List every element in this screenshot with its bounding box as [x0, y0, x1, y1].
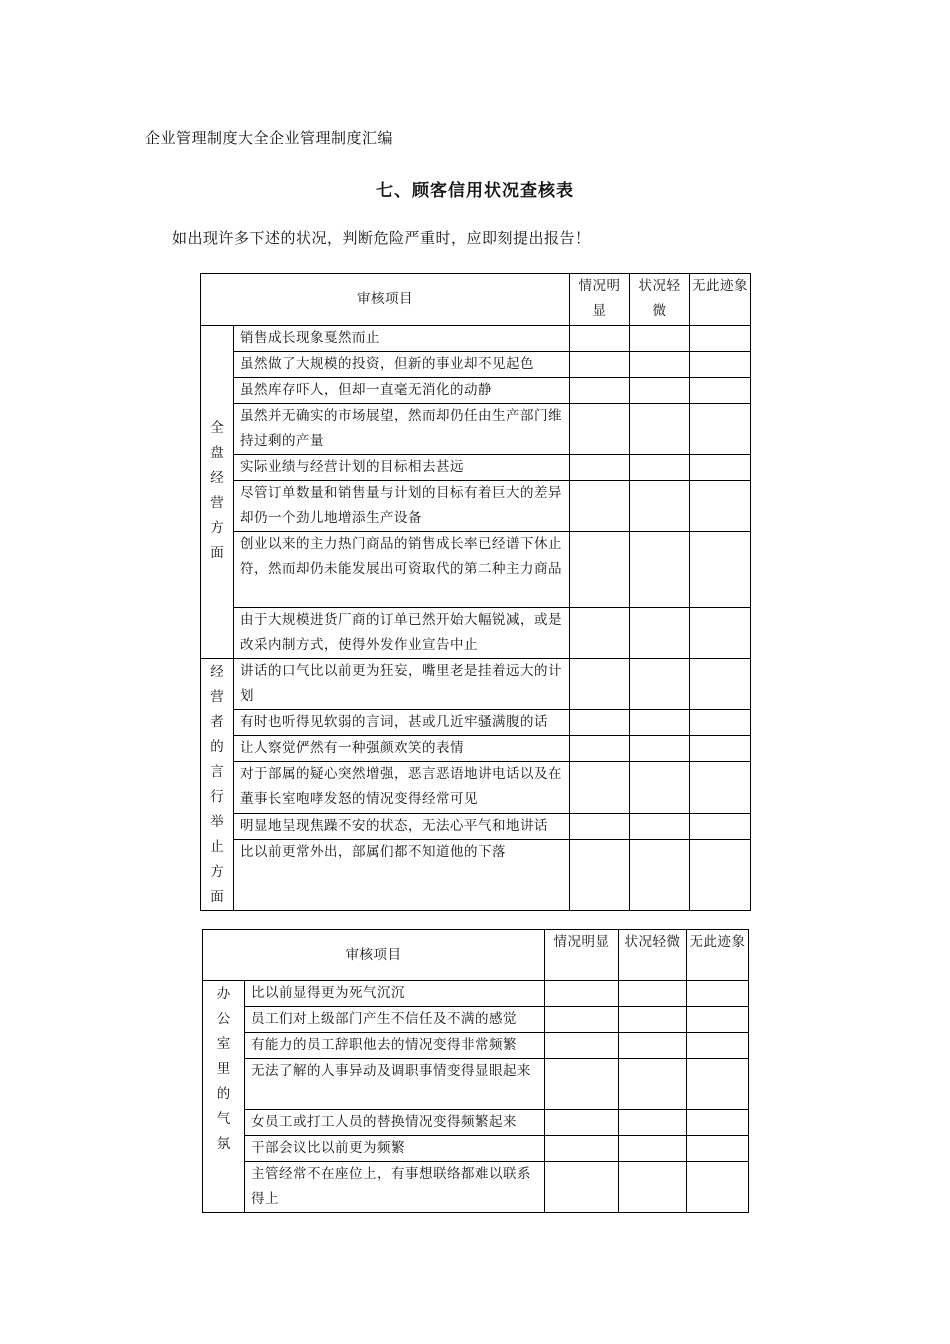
mark-no-sign-cell[interactable]	[690, 813, 751, 839]
mark-no-sign-cell[interactable]	[687, 1136, 749, 1162]
mark-slight-cell[interactable]	[630, 326, 690, 352]
mark-obvious-cell[interactable]	[570, 839, 630, 910]
mark-slight-cell[interactable]	[630, 762, 690, 813]
mark-no-sign-cell[interactable]	[687, 1033, 749, 1059]
check-item: 实际业绩与经营计划的目标相去甚远	[234, 455, 570, 481]
mark-no-sign-cell[interactable]	[687, 1059, 749, 1110]
mark-slight-cell[interactable]	[619, 1007, 687, 1033]
check-item: 干部会议比以前更为频繁	[245, 1136, 545, 1162]
table-header-row	[201, 274, 751, 326]
check-item: 主管经常不在座位上，有事想联络都难以联系得上	[245, 1162, 545, 1213]
mark-obvious-cell[interactable]	[545, 981, 619, 1007]
table-row	[201, 813, 751, 839]
mark-obvious-cell[interactable]	[545, 1033, 619, 1059]
mark-slight-cell[interactable]	[619, 1033, 687, 1059]
category-cell	[201, 659, 234, 911]
table-row	[201, 659, 751, 710]
check-item: 对于部属的疑心突然增强，恶言恶语地讲电话以及在董事长室咆哮发怒的情况变得经常可见	[234, 762, 570, 813]
mark-obvious-cell[interactable]	[570, 352, 630, 378]
mark-no-sign-cell[interactable]	[690, 710, 751, 736]
category-cell	[203, 981, 245, 1213]
check-item: 比以前更常外出，部属们都不知道他的下落	[234, 839, 570, 910]
mark-no-sign-cell[interactable]	[687, 1007, 749, 1033]
table-row	[201, 608, 751, 659]
table-row	[203, 1033, 749, 1059]
credit-check-table-2	[202, 929, 749, 1213]
table-row	[201, 532, 751, 608]
table-row	[201, 326, 751, 352]
header-audit-item: 审核项目	[203, 930, 545, 981]
mark-slight-cell[interactable]	[630, 352, 690, 378]
check-item: 销售成长现象戛然而止	[234, 326, 570, 352]
mark-slight-cell[interactable]	[630, 378, 690, 404]
mark-slight-cell[interactable]	[630, 404, 690, 455]
mark-no-sign-cell[interactable]	[690, 762, 751, 813]
mark-slight-cell[interactable]	[630, 455, 690, 481]
mark-no-sign-cell[interactable]	[690, 481, 751, 532]
table-row	[203, 1110, 749, 1136]
credit-check-table-1	[200, 273, 751, 911]
check-item: 尽管订单数量和销售量与计划的目标有着巨大的差异却仍一个劲儿地增添生产设备	[234, 481, 570, 532]
mark-obvious-cell[interactable]	[570, 481, 630, 532]
mark-obvious-cell[interactable]	[570, 736, 630, 762]
mark-no-sign-cell[interactable]	[690, 378, 751, 404]
mark-slight-cell[interactable]	[630, 839, 690, 910]
mark-obvious-cell[interactable]	[545, 1162, 619, 1213]
mark-slight-cell[interactable]	[630, 481, 690, 532]
mark-obvious-cell[interactable]	[570, 404, 630, 455]
mark-obvious-cell[interactable]	[545, 1059, 619, 1110]
check-item: 无法了解的人事异动及调职事情变得显眼起来	[245, 1059, 545, 1110]
mark-slight-cell[interactable]	[619, 1110, 687, 1136]
mark-slight-cell[interactable]	[630, 710, 690, 736]
mark-no-sign-cell[interactable]	[690, 455, 751, 481]
category-label: 经营者的言行举止方面	[210, 664, 225, 905]
check-item: 虽然并无确实的市场展望，然而却仍任由生产部门维持过剩的产量	[234, 404, 570, 455]
check-item: 由于大规模进货厂商的订单已然开始大幅锐减，或是改采内制方式，使得外发作业宣告中止	[234, 608, 570, 659]
mark-obvious-cell[interactable]	[570, 455, 630, 481]
table-row	[201, 839, 751, 910]
header-no-sign: 无此迹象	[687, 930, 749, 981]
table-row	[203, 1162, 749, 1213]
check-item: 有能力的员工辞职他去的情况变得非常频繁	[245, 1033, 545, 1059]
mark-no-sign-cell[interactable]	[687, 1110, 749, 1136]
table-row	[201, 762, 751, 813]
table-row	[201, 378, 751, 404]
header-no-sign: 无此迹象	[690, 274, 751, 326]
mark-obvious-cell[interactable]	[570, 326, 630, 352]
header-slight: 状况轻微	[619, 930, 687, 981]
check-item: 让人察觉俨然有一种强颜欢笑的表情	[234, 736, 570, 762]
mark-no-sign-cell[interactable]	[687, 981, 749, 1007]
mark-slight-cell[interactable]	[630, 813, 690, 839]
table-header-row	[203, 930, 749, 981]
mark-obvious-cell[interactable]	[570, 532, 630, 608]
header-slight: 状况轻微	[630, 274, 690, 326]
mark-no-sign-cell[interactable]	[690, 532, 751, 608]
check-item: 员工们对上级部门产生不信任及不满的感觉	[245, 1007, 545, 1033]
mark-no-sign-cell[interactable]	[687, 1162, 749, 1213]
mark-slight-cell[interactable]	[630, 659, 690, 710]
table-row	[201, 736, 751, 762]
table-row	[201, 710, 751, 736]
mark-no-sign-cell[interactable]	[690, 659, 751, 710]
category-cell	[201, 326, 234, 659]
check-item: 讲话的口气比以前更为狂妄，嘴里老是挂着远大的计划	[234, 659, 570, 710]
category-label: 办公室里的气氛	[216, 986, 231, 1152]
mark-obvious-cell[interactable]	[545, 1136, 619, 1162]
mark-slight-cell[interactable]	[619, 1136, 687, 1162]
page-title: 七、顾客信用状况查核表	[376, 181, 574, 201]
document-header: 企业管理制度大全企业管理制度汇编	[145, 129, 394, 147]
mark-slight-cell[interactable]	[630, 532, 690, 608]
intro-text: 如出现许多下述的状况，判断危险严重时，应即刻提出报告！	[172, 229, 591, 247]
category-label: 全盘经营方面	[210, 420, 225, 561]
check-item: 女员工或打工人员的替换情况变得频繁起来	[245, 1110, 545, 1136]
mark-obvious-cell[interactable]	[570, 659, 630, 710]
header-audit-item: 审核项目	[201, 274, 570, 326]
mark-no-sign-cell[interactable]	[690, 839, 751, 910]
table-row	[201, 481, 751, 532]
mark-slight-cell[interactable]	[630, 736, 690, 762]
mark-slight-cell[interactable]	[619, 1059, 687, 1110]
check-item: 明显地呈现焦躁不安的状态，无法心平气和地讲话	[234, 813, 570, 839]
header-obvious: 情况明显	[545, 930, 619, 981]
mark-no-sign-cell[interactable]	[690, 736, 751, 762]
mark-obvious-cell[interactable]	[570, 762, 630, 813]
mark-obvious-cell[interactable]	[570, 378, 630, 404]
mark-obvious-cell[interactable]	[570, 608, 630, 659]
table-row	[201, 455, 751, 481]
mark-slight-cell[interactable]	[619, 981, 687, 1007]
table-row	[203, 1059, 749, 1110]
mark-obvious-cell[interactable]	[570, 813, 630, 839]
check-item: 虽然做了大规模的投资，但新的事业却不见起色	[234, 352, 570, 378]
table-row	[203, 1007, 749, 1033]
mark-no-sign-cell[interactable]	[690, 404, 751, 455]
mark-obvious-cell[interactable]	[570, 710, 630, 736]
check-item: 创业以来的主力热门商品的销售成长率已经谱下休止符，然而却仍未能发展出可资取代的第二种主力商品	[234, 532, 570, 608]
table-row	[203, 1136, 749, 1162]
check-item: 虽然库存吓人，但却一直毫无消化的动静	[234, 378, 570, 404]
mark-no-sign-cell[interactable]	[690, 608, 751, 659]
mark-obvious-cell[interactable]	[545, 1110, 619, 1136]
mark-obvious-cell[interactable]	[545, 1007, 619, 1033]
check-item: 有时也听得见软弱的言词，甚或几近牢骚满腹的话	[234, 710, 570, 736]
table-row	[201, 404, 751, 455]
mark-slight-cell[interactable]	[630, 608, 690, 659]
table-row	[201, 352, 751, 378]
mark-no-sign-cell[interactable]	[690, 326, 751, 352]
table-row	[203, 981, 749, 1007]
mark-no-sign-cell[interactable]	[690, 352, 751, 378]
check-item: 比以前显得更为死气沉沉	[245, 981, 545, 1007]
mark-slight-cell[interactable]	[619, 1162, 687, 1213]
header-obvious: 情况明显	[570, 274, 630, 326]
